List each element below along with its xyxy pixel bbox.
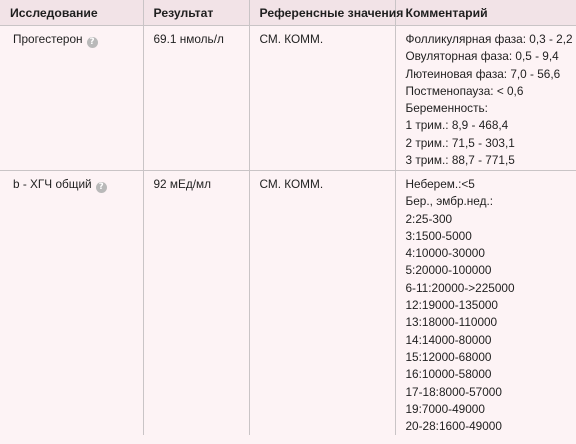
column-header-reference: Референсные значения: [249, 0, 395, 26]
comment-line: Постменопауза: < 0,6: [405, 83, 524, 98]
comment-line: 3:1500-5000: [405, 228, 472, 243]
comment-line: 4:10000-30000: [405, 246, 485, 261]
comment-cell: [395, 171, 576, 436]
reference-value: СМ. КОММ.: [259, 177, 324, 191]
test-cell: [0, 26, 143, 171]
comment-line: 14:14000-80000: [405, 332, 492, 347]
reference-value: СМ. КОММ.: [259, 32, 324, 46]
result-cell: [143, 26, 249, 171]
reference-cell: [249, 26, 395, 171]
comment-line: 19:7000-49000: [405, 401, 485, 416]
comment-line: 1 трим.: 8,9 - 468,4: [405, 118, 509, 133]
comment-line: 16:10000-58000: [405, 367, 492, 382]
comment-line: Фолликулярная фаза: 0,3 - 2,2: [405, 32, 573, 46]
comment-line: Неберем.:<5: [405, 177, 475, 191]
test-name: b - ХГЧ общий: [13, 177, 92, 191]
comment-line: 3 трим.: 88,7 - 771,5: [405, 153, 515, 168]
table-header: [0, 0, 576, 26]
table-row: [0, 171, 576, 436]
comment-line: 13:18000-110000: [405, 315, 498, 330]
table-row: [0, 26, 576, 171]
column-header-comment: Комментарий: [395, 0, 576, 26]
help-icon[interactable]: [96, 182, 107, 193]
comment-cell: [395, 26, 576, 171]
test-name: Прогестерон: [13, 32, 83, 46]
comment-line: 20-28:1600-49000: [405, 419, 502, 434]
table-body: [0, 26, 576, 436]
column-header-test: Исследование: [0, 0, 143, 26]
result-value: 92 мЕд/мл: [153, 177, 212, 191]
comment-line: 12:19000-135000: [405, 298, 498, 313]
result-value: 69.1 нмоль/л: [153, 32, 224, 46]
header-row: [0, 0, 576, 26]
comment-line: Лютеиновая фаза: 7,0 - 56,6: [405, 66, 561, 81]
comment-line: 2 трим.: 71,5 - 303,1: [405, 135, 515, 150]
comment-line: 2:25-300: [405, 211, 453, 226]
comment-line: Беременность:: [405, 101, 488, 116]
test-cell: [0, 171, 143, 436]
comment-line: Овуляторная фаза: 0,5 - 9,4: [405, 49, 559, 64]
reference-cell: [249, 171, 395, 436]
result-cell: [143, 171, 249, 436]
comment-line: 6-11:20000->225000: [405, 280, 515, 295]
comment-line: 15:12000-68000: [405, 349, 492, 364]
help-icon[interactable]: [87, 37, 98, 48]
comment-line: 17-18:8000-57000: [405, 384, 502, 399]
comment-line: Бер., эмбр.нед.:: [405, 194, 494, 209]
comment-line: 5:20000-100000: [405, 263, 492, 278]
column-header-result: Результат: [143, 0, 249, 26]
